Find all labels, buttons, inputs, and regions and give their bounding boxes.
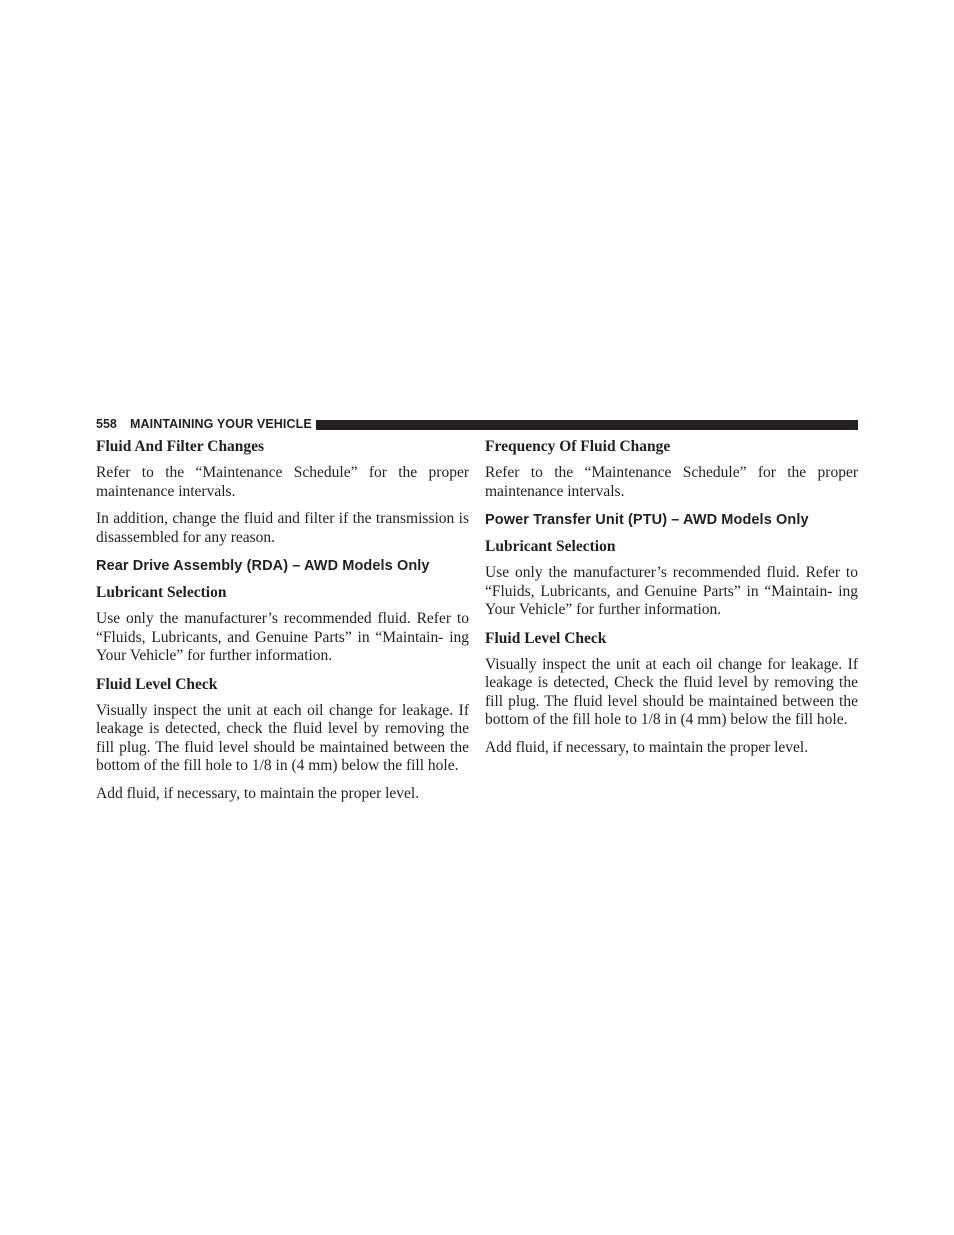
heading-ptu: Power Transfer Unit (PTU) – AWD Models Only <box>485 512 809 528</box>
page-header <box>96 417 858 431</box>
section-title: MAINTAINING YOUR VEHICLE <box>130 417 312 431</box>
right-column <box>485 437 858 766</box>
paragraph-ptu-lubricant: Use only the manufacturer’s recommended fluid. Refer to “Fluids, Lubricants, and Genuine Parts” in “Maintain- ing Your Vehicle” for further information. <box>485 564 858 618</box>
heading-fluid-filter-changes: Fluid And Filter Changes <box>96 438 265 455</box>
paragraph-ptu-add-fluid: Add fluid, if necessary, to maintain the proper level. <box>485 738 809 756</box>
heading-rda-level-check: Fluid Level Check <box>96 675 218 693</box>
paragraph-frequency: Refer to the “Maintenance Schedule” for the proper maintenance intervals. <box>485 464 858 500</box>
heading-rda-lubricant: Lubricant Selection <box>96 584 227 601</box>
heading-rda: Rear Drive Assembly (RDA) – AWD Models Only <box>96 558 430 574</box>
left-column <box>96 437 469 812</box>
header-rule <box>316 420 858 430</box>
heading-ptu-level-check: Fluid Level Check <box>485 629 607 647</box>
paragraph-rda-lubricant: Use only the manufacturer’s recommended fluid. Refer to “Fluids, Lubricants, and Genuine Parts” in “Maintain- ing Your Vehicle” for further information. <box>96 610 469 664</box>
heading-ptu-lubricant: Lubricant Selection <box>485 538 616 555</box>
page-number: 558 <box>96 417 117 431</box>
paragraph-fluid-filter-intervals: Refer to the “Maintenance Schedule” for the proper maintenance intervals. <box>96 464 469 500</box>
paragraph-fluid-filter-disassembled: In addition, change the fluid and filter if the transmission is disassembled for any reason. <box>96 510 469 546</box>
paragraph-ptu-level-check: Visually inspect the unit at each oil change for leakage. If leakage is detected, Check the fluid level by removing the fill plug. The fluid level should be maintained between the bottom of the fill hole to 1/8 in (4 mm) below the fill hole. <box>485 655 858 728</box>
paragraph-rda-add-fluid: Add fluid, if necessary, to maintain the proper level. <box>96 784 420 802</box>
heading-frequency: Frequency Of Fluid Change <box>485 438 671 455</box>
paragraph-rda-level-check: Visually inspect the unit at each oil change for leakage. If leakage is detected, check the fluid level by removing the fill plug. The fluid level should be maintained between the bottom of the fill hole to 1/8 in (4 mm) below the fill hole. <box>96 701 469 774</box>
